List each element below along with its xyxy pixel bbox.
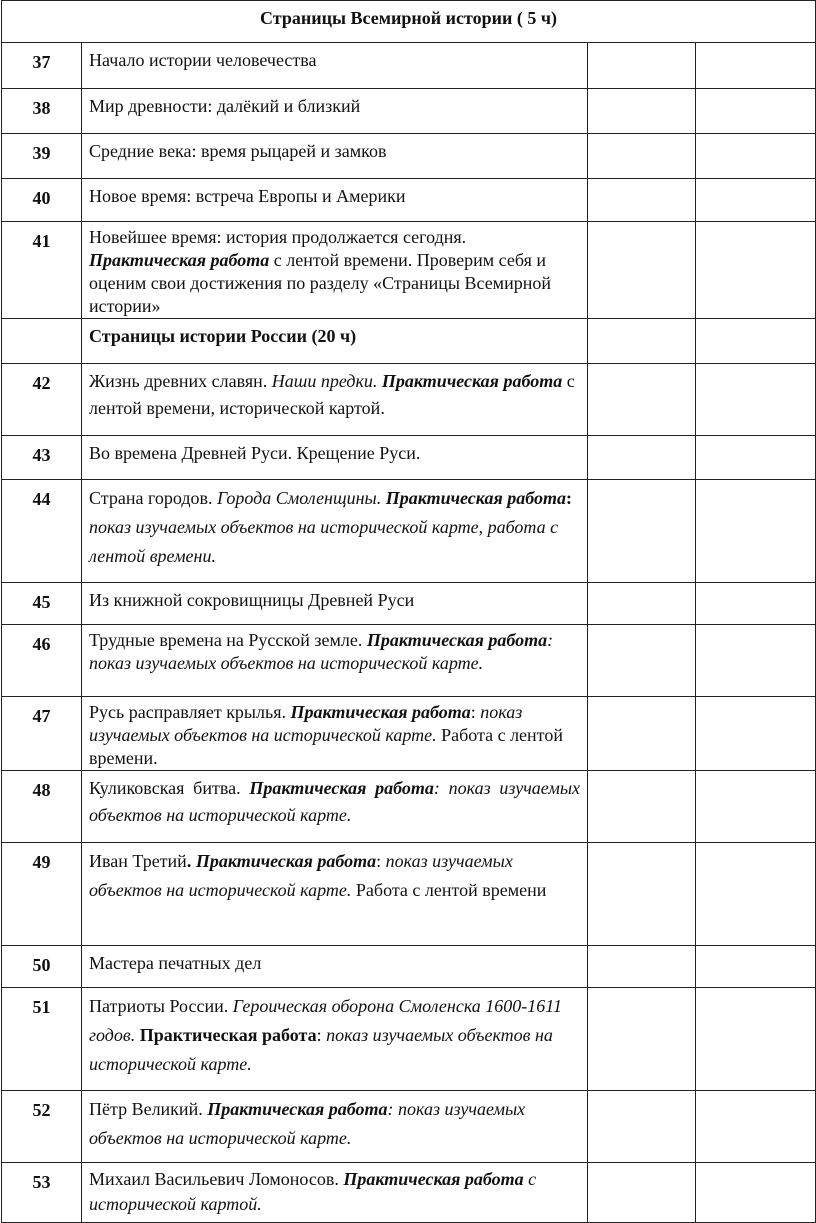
- topic-text-fragment: с лентой времени. Проверим себя и оценим свои достижения по разделу «Страницы Всемирной истории»: [89, 250, 551, 316]
- date-actual-cell: [696, 480, 816, 583]
- date-actual-cell: [696, 89, 816, 134]
- date-planned-cell: [588, 1091, 696, 1163]
- topic-text-fragment: :: [376, 851, 386, 871]
- topic-text-fragment: Работа с лентой времени.: [89, 725, 563, 768]
- topic-text-fragment: Мастера печатных дел: [89, 953, 262, 973]
- topic-text-fragment: Патриоты России.: [89, 996, 233, 1016]
- topic-text-fragment: Практическая работа: [139, 1025, 317, 1045]
- lesson-number: 51: [2, 988, 82, 1091]
- date-actual-cell: [696, 625, 816, 697]
- date-planned-cell: [588, 480, 696, 583]
- date-planned-cell: [588, 222, 696, 319]
- lesson-row: [2, 222, 816, 319]
- lesson-row: [2, 134, 816, 179]
- topic-text-fragment: Пётр Великий.: [89, 1099, 208, 1119]
- topic-text-fragment: :: [565, 488, 572, 508]
- lesson-number: 38: [2, 89, 82, 134]
- lesson-row: [2, 771, 816, 843]
- date-actual-cell: [696, 179, 816, 222]
- date-actual-cell: [696, 43, 816, 89]
- lesson-row: [2, 988, 816, 1091]
- topic-text-fragment: Средние века: время рыцарей и замков: [89, 141, 387, 161]
- date-planned-cell: [588, 134, 696, 179]
- lesson-row: [2, 697, 816, 771]
- date-planned-cell: [588, 843, 696, 946]
- date-actual-cell: [696, 222, 816, 319]
- lesson-topic: [82, 771, 588, 843]
- lesson-number: 46: [2, 625, 82, 697]
- topic-text-fragment: : показ изучаемых объектов на исторической карте.: [89, 1099, 526, 1148]
- topic-text-fragment: Начало истории человечества: [89, 50, 317, 70]
- topic-text-fragment: Практическая работа: [385, 488, 566, 508]
- lesson-number: 39: [2, 134, 82, 179]
- topic-text-fragment: показ изучаемых объектов на исторической карте, работа с лентой времени.: [89, 517, 559, 566]
- lesson-row: [2, 1091, 816, 1163]
- topic-text-fragment: Практическая работа: [207, 1099, 388, 1119]
- date-actual-cell: [696, 134, 816, 179]
- lesson-topic: [82, 179, 588, 222]
- date-planned-cell: [588, 771, 696, 843]
- topic-text-fragment: Жизнь древних славян.: [89, 371, 272, 391]
- date-planned-cell: [588, 697, 696, 771]
- lesson-number: [2, 319, 82, 364]
- date-planned-cell: [588, 179, 696, 222]
- date-planned-cell: [588, 43, 696, 89]
- date-actual-cell: [696, 1163, 816, 1223]
- date-actual-cell: [696, 988, 816, 1091]
- topic-text-fragment: Трудные времена на Русской земле.: [89, 630, 367, 650]
- topic-text-fragment: Новое время: встреча Европы и Америки: [89, 186, 406, 206]
- lesson-number: 40: [2, 179, 82, 222]
- lesson-number: 48: [2, 771, 82, 843]
- lesson-topic: [82, 89, 588, 134]
- date-actual-cell: [696, 364, 816, 436]
- lesson-topic: [82, 583, 588, 625]
- topic-text-fragment: :: [316, 1025, 327, 1045]
- topic-text-fragment: показ изучаемых объектов на исторической карте.: [89, 1025, 553, 1074]
- lesson-number: 41: [2, 222, 82, 319]
- table-body: [2, 1, 816, 1223]
- date-actual-cell: [696, 697, 816, 771]
- lesson-number: 45: [2, 583, 82, 625]
- lesson-number: 37: [2, 43, 82, 89]
- date-actual-cell: [696, 843, 816, 946]
- lesson-topic: [82, 697, 588, 771]
- topic-text-fragment: Мир древности: далёкий и близкий: [89, 96, 361, 116]
- date-planned-cell: [588, 583, 696, 625]
- section-title: Страницы Всемирной истории ( 5 ч): [2, 1, 816, 43]
- topic-text-fragment: Страницы истории России (20 ч): [89, 326, 357, 346]
- lesson-topic: [82, 480, 588, 583]
- topic-text-fragment: Практическая работа: [366, 630, 548, 650]
- lesson-row: [2, 480, 816, 583]
- topic-text-fragment: .: [186, 851, 196, 871]
- lesson-topic: [82, 1091, 588, 1163]
- topic-text-fragment: Михаил Васильевич Ломоносов.: [89, 1169, 344, 1189]
- date-actual-cell: [696, 771, 816, 843]
- topic-text-fragment: Куликовская битва.: [89, 778, 250, 798]
- topic-text-fragment: Новейшее время: история продолжается сегодня.: [89, 227, 467, 247]
- date-planned-cell: [588, 436, 696, 480]
- section-header-row: [2, 319, 816, 364]
- date-actual-cell: [696, 946, 816, 988]
- lesson-row: [2, 843, 816, 946]
- lesson-row: [2, 364, 816, 436]
- lesson-row: [2, 583, 816, 625]
- date-planned-cell: [588, 625, 696, 697]
- lesson-row: [2, 89, 816, 134]
- topic-text-fragment: : показ изучаемых объектов на исторической карте.: [89, 630, 554, 673]
- date-planned-cell: [588, 988, 696, 1091]
- lesson-topic: [82, 988, 588, 1091]
- date-planned-cell: [588, 319, 696, 364]
- topic-text-fragment: Практическая работа: [343, 1169, 524, 1189]
- topic-text-fragment: Работа с лентой времени: [351, 880, 547, 900]
- lesson-topic: [82, 625, 588, 697]
- lesson-row: [2, 946, 816, 988]
- lesson-row: [2, 179, 816, 222]
- lesson-number: 49: [2, 843, 82, 946]
- lesson-row: [2, 43, 816, 89]
- section-header-world-history: [2, 1, 816, 43]
- date-actual-cell: [696, 1091, 816, 1163]
- topic-text-fragment: Практическая работа: [381, 371, 563, 391]
- section-title: [82, 319, 588, 364]
- topic-text-fragment: Практическая работа: [249, 778, 434, 798]
- lesson-row: [2, 1163, 816, 1223]
- topic-text-fragment: показ изучаемых объектов на исторической карте.: [89, 702, 523, 745]
- lesson-topic: [82, 222, 588, 319]
- lesson-topic: [82, 843, 588, 946]
- topic-text-fragment: Иван Третий: [89, 851, 187, 871]
- topic-text-fragment: с лентой времени, исторической картой.: [89, 371, 575, 418]
- date-planned-cell: [588, 364, 696, 436]
- topic-text-fragment: Из книжной сокровищницы Древней Руси: [89, 590, 415, 610]
- topic-text-fragment: Героическая оборона Смоленска 1600-1611 годов.: [89, 996, 562, 1045]
- lesson-number: 43: [2, 436, 82, 480]
- topic-text-fragment: Наши предки.: [271, 371, 378, 391]
- date-actual-cell: [696, 583, 816, 625]
- lesson-number: 44: [2, 480, 82, 583]
- topic-text-fragment: :: [470, 702, 481, 722]
- date-planned-cell: [588, 1163, 696, 1223]
- lesson-number: 47: [2, 697, 82, 771]
- lesson-topic: [82, 364, 588, 436]
- lesson-row: [2, 436, 816, 480]
- lesson-number: 53: [2, 1163, 82, 1223]
- lesson-number: 52: [2, 1091, 82, 1163]
- date-planned-cell: [588, 946, 696, 988]
- lesson-topic: [82, 946, 588, 988]
- topic-text-fragment: Практическая работа: [89, 250, 270, 270]
- topic-text-fragment: Практическая работа: [195, 851, 377, 871]
- lesson-topic: [82, 43, 588, 89]
- lesson-topic: [82, 134, 588, 179]
- topic-text-fragment: : показ изучаемых объектов на исторической карте.: [89, 778, 581, 825]
- date-planned-cell: [588, 89, 696, 134]
- date-actual-cell: [696, 319, 816, 364]
- topic-text-fragment: с исторической картой.: [89, 1169, 537, 1214]
- topic-text-fragment: Русь расправляет крылья.: [89, 702, 291, 722]
- date-actual-cell: [696, 436, 816, 480]
- lesson-number: 50: [2, 946, 82, 988]
- lesson-topic: [82, 436, 588, 480]
- lesson-plan-table: [1, 0, 816, 1223]
- topic-text-fragment: Города Смоленщины.: [217, 488, 382, 508]
- topic-text-fragment: показ изучаемых объектов на исторической карте.: [89, 851, 513, 900]
- lesson-row: [2, 625, 816, 697]
- topic-text-fragment: Практическая работа: [290, 702, 471, 722]
- topic-text-fragment: Страна городов.: [89, 488, 218, 508]
- topic-text-fragment: Во времена Древней Руси. Крещение Руси.: [89, 443, 421, 463]
- lesson-topic: [82, 1163, 588, 1223]
- lesson-number: 42: [2, 364, 82, 436]
